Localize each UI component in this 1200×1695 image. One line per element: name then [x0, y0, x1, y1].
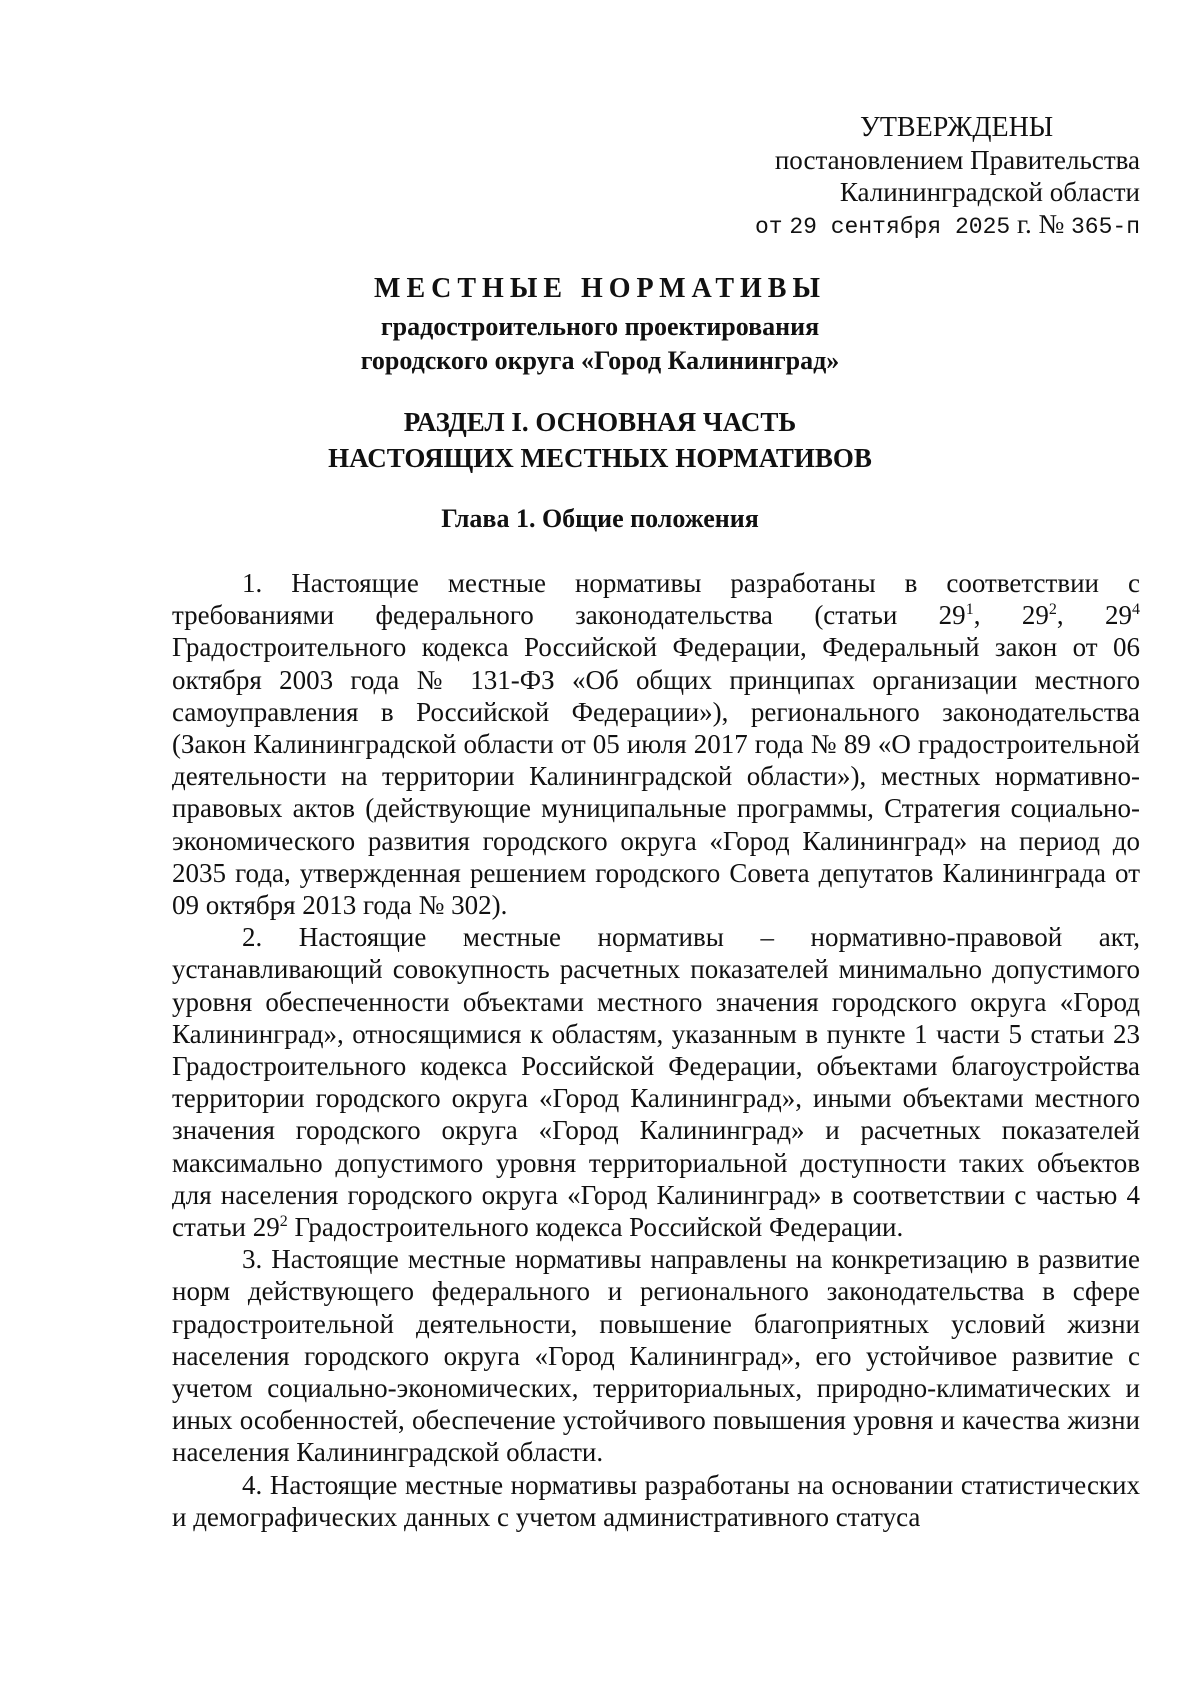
paragraph-3: 3. Настоящие местные нормативы направлены на конкретизацию в развитие норм действующего федерального и регионального законодательства в сфере градостроительной деятельности, повышение благоприятных условий жизни населения городского округа «Город Калининград», его устойчивое развитие с учетом социально-экономических, территориальных, природно-климатических и иных особенностей, обеспечение устойчивого повышения уровня и качества жизни населения Калининградской области.	[172, 1244, 1140, 1468]
superscript: 1	[965, 601, 974, 619]
approval-date: 29 сентября 2025	[789, 214, 1011, 240]
superscript: 2	[1048, 601, 1057, 619]
approval-line-region: Калининградской области	[839, 177, 1140, 207]
paragraph-1-text-b: , 29	[973, 600, 1049, 631]
approval-date-prefix: от	[754, 214, 783, 240]
approval-line-decree: постановлением Правительства	[774, 145, 1140, 175]
section-heading-line2: НАСТОЯЩИХ МЕСТНЫХ НОРМАТИВОВ	[328, 443, 872, 473]
superscript: 4	[1132, 601, 1140, 619]
paragraph-1-text-a: 1. Настоящие местные нормативы разработаны в соответствии с требованиями федерального законодательства (статьи 29	[172, 568, 1140, 631]
section-heading-line1: РАЗДЕЛ I. ОСНОВНАЯ ЧАСТЬ	[403, 407, 797, 437]
document-body	[172, 567, 1140, 1533]
superscript: 2	[279, 1213, 288, 1231]
paragraph-1	[172, 567, 1140, 921]
paragraph-2-text-a: 2. Настоящие местные нормативы – нормативно-правовой акт, устанавливающий совокупность расчетных показателей минимально допустимого уровня обеспеченности объектами местного значения городского округа «Город Калининград», относящимися к областям, указанным в пункте 1 части 5 статьи 23 Градостроительного кодекса Российской Федерации, объектами благоустройства территории городского округа «Город Калининград», иными объектами местного значения городского округа «Город Калининград» и расчетных показателей максимально допустимого уровня территориальной доступности таких объектов для населения городского округа «Город Калининград» в соответствии с частью 4 статьи 29	[172, 922, 1140, 1243]
paragraph-4: 4. Настоящие местные нормативы разработаны на основании статистических и демографических данных с учетом административного статуса	[172, 1469, 1140, 1532]
paragraph-1-text-d: Градостроительного кодекса Российской Федерации, Федеральный закон от 06 октября 2003 года № 131-ФЗ «Об общих принципах организации местного самоуправления в Российской Федерации»), регионального законодательства (Закон Калининградской области от 05 июля 2017 года № 89 «О градостроительной деятельности на территории Калининградской области»), местных нормативно-правовых актов (действующие муниципальные программы, Стратегия социально-экономического развития городского округа «Город Калининград» на период до 2035 года, утвержденная решением городского Совета депутатов Калининграда от 09 октября 2013 года № 302).	[172, 632, 1140, 921]
approval-year-suffix: г. №	[1016, 209, 1065, 239]
paragraph-2	[172, 921, 1140, 1243]
approval-number: 365-п	[1070, 214, 1140, 240]
paragraph-2-text-b: Градостроительного кодекса Российской Федерации.	[287, 1212, 904, 1243]
approval-block	[640, 112, 1140, 243]
paragraph-1-text-c: , 29	[1056, 600, 1132, 631]
document-subtitle-line1: градостроительного проектирования	[380, 312, 820, 341]
document-subtitle-line2: городского округа «Город Калининград»	[360, 346, 840, 375]
document-title: МЕСТНЫЕ НОРМАТИВЫ	[374, 273, 826, 304]
approval-date-line	[640, 208, 1140, 243]
approval-title: УТВЕРЖДЕНЫ	[860, 112, 1054, 143]
chapter-heading: Глава 1. Общие положения	[441, 504, 759, 533]
